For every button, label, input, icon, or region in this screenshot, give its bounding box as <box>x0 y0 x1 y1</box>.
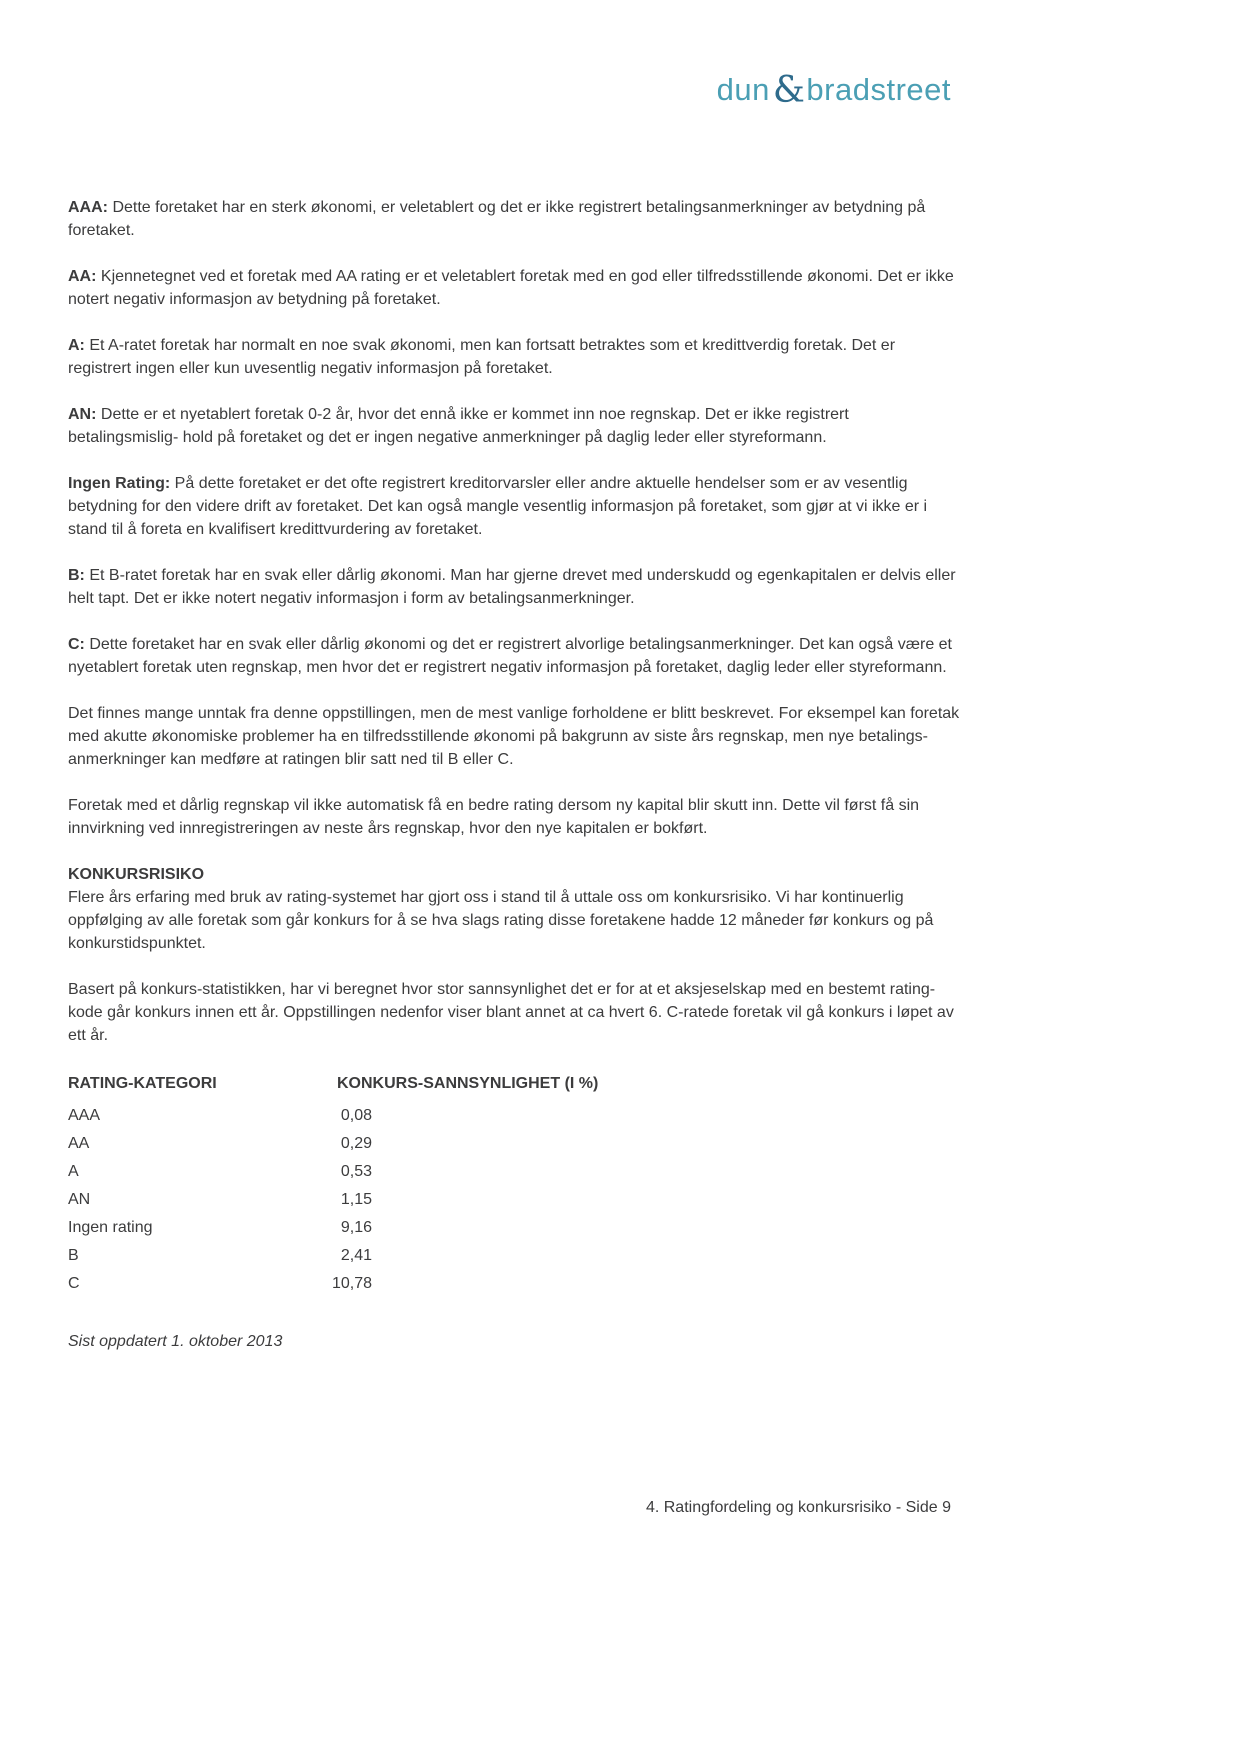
paragraph-exceptions: Det finnes mange unntak fra denne oppstillingen, men de mest vanlige forholdene er blitt beskrevet. For eksempel kan foretak med akutte økonomiske problemer ha en tilfredsstillende økonomi på bakgrunn av siste års regnskap, men nye betalings- anmerkninger kan medføre at ratingen blir satt ned til B eller C. <box>68 705 960 768</box>
rating-category: C <box>68 1275 80 1292</box>
table-row <box>68 1242 960 1270</box>
rating-probability-table <box>68 1070 960 1298</box>
paragraph-new-capital: Foretak med et dårlig regnskap vil ikke automatisk få en bedre rating dersom ny kapital blir skutt inn. Dette vil først få sin innvirkning ved innregistreringen av neste års regnskap, hvor den nye kapitalen er bokført. <box>68 797 920 837</box>
konkursrisiko-heading: KONKURSRISIKO <box>68 866 205 883</box>
paragraph-konkursrisiko-1: Flere års erfaring med bruk av rating-systemet har gjort oss i stand til å uttale oss om konkursrisiko. Vi har kontinuerlig oppfølging av alle foretak som går konkurs for å se hva slags rating disse foretakene hadde 12 måneder før konkurs og på konkurstidspunktet. <box>68 889 934 952</box>
rating-definition-an <box>68 403 960 449</box>
rating-label: Ingen Rating: <box>68 475 171 492</box>
logo-ampersand-icon: & <box>772 70 806 111</box>
probability-value: 0,29 <box>340 1135 372 1152</box>
rating-label: B: <box>68 567 85 584</box>
table-row <box>68 1130 960 1158</box>
probability-value: 10,78 <box>331 1275 372 1292</box>
rating-category: AN <box>68 1191 91 1208</box>
paragraph-konkursrisiko-2: Basert på konkurs-statistikken, har vi beregnet hvor stor sannsynlighet det er for at et aksjeselskap med en bestemt rating-kode går konkurs innen ett år. Oppstillingen nedenfor viser blant annet at ca hvert 6. C-ratede foretak vil gå konkurs i løpet av ett år. <box>68 981 954 1044</box>
probability-value: 9,16 <box>340 1219 372 1236</box>
rating-label: C: <box>68 636 85 653</box>
logo-word-bradstreet: bradstreet <box>806 72 951 107</box>
rating-category: AAA <box>68 1107 101 1124</box>
table-row <box>68 1270 960 1298</box>
table-row <box>68 1186 960 1214</box>
rating-definition-b <box>68 564 960 610</box>
probability-value: 2,41 <box>340 1247 372 1264</box>
dnb-logo <box>717 68 951 109</box>
rating-category: A <box>68 1163 79 1180</box>
rating-definition-aa <box>68 265 960 311</box>
table-row <box>68 1214 960 1242</box>
rating-definition-ingen-rating <box>68 472 960 541</box>
rating-definition-c <box>68 633 960 679</box>
rating-label: AN: <box>68 406 97 423</box>
probability-value: 0,53 <box>340 1163 372 1180</box>
rating-text: På dette foretaket er det ofte registrert kreditorvarsler eller andre aktuelle hendelser som er av vesentlig betydning for den videre drift av foretaket. Det kan også mangle vesentlig informasjon på foretaket, som gjør at vi ikke er i stand til å foreta en kvalifisert kredittvurdering av foretaket. <box>68 475 928 538</box>
rating-label: A: <box>68 337 85 354</box>
table-header-probability: KONKURS-SANNSYNLIGHET (I %) <box>337 1075 599 1092</box>
document-content <box>68 196 960 1376</box>
rating-text: Dette foretaket har en sterk økonomi, er veletablert og det er ikke registrert betalingsanmerkninger av betydning på foretaket. <box>68 199 926 239</box>
updated-note: Sist oppdatert 1. oktober 2013 <box>68 1333 283 1350</box>
rating-text: Dette foretaket har en svak eller dårlig økonomi og det er registrert alvorlige betalingsanmerkninger. Det kan også være et nyetablert foretak uten regnskap, men hvor det er registrert negativ informasjon på foretaket, daglig leder eller styreformann. <box>68 636 952 676</box>
rating-category: B <box>68 1247 79 1264</box>
table-header-category: RATING-KATEGORI <box>68 1075 217 1092</box>
rating-category: Ingen rating <box>68 1219 153 1236</box>
rating-text: Dette er et nyetablert foretak 0-2 år, hvor det ennå ikke er kommet inn noe regnskap. Det er ikke registrert betalingsmislig- hold på foretaket og det er ingen negative anmerkninger på daglig leder eller styreformann. <box>68 406 849 446</box>
table-header-row <box>68 1070 960 1098</box>
rating-label: AA: <box>68 268 97 285</box>
rating-text: Et A-ratet foretak har normalt en noe svak økonomi, men kan fortsatt betraktes som et kredittverdig foretak. Det er registrert ingen eller kun uvesentlig negativ informasjon på foretaket. <box>68 337 896 377</box>
rating-category: AA <box>68 1135 90 1152</box>
rating-text: Et B-ratet foretak har en svak eller dårlig økonomi. Man har gjerne drevet med underskudd og egenkapitalen er delvis eller helt tapt. Det er ikke notert negativ informasjon i form av betalingsanmerkninger. <box>68 567 956 607</box>
page-footer: 4. Ratingfordeling og konkursrisiko - Side 9 <box>645 1499 951 1516</box>
probability-value: 1,15 <box>340 1191 372 1208</box>
rating-definition-a <box>68 334 960 380</box>
rating-text: Kjennetegnet ved et foretak med AA rating er et veletablert foretak med en god eller tilfredsstillende økonomi. Det er ikke notert negativ informasjon av betydning på foretaket. <box>68 268 954 308</box>
table-row <box>68 1158 960 1186</box>
table-row <box>68 1102 960 1130</box>
logo-word-dun: dun <box>716 72 770 107</box>
rating-definition-aaa <box>68 196 960 242</box>
probability-value: 0,08 <box>340 1107 372 1124</box>
rating-label: AAA: <box>68 199 108 216</box>
